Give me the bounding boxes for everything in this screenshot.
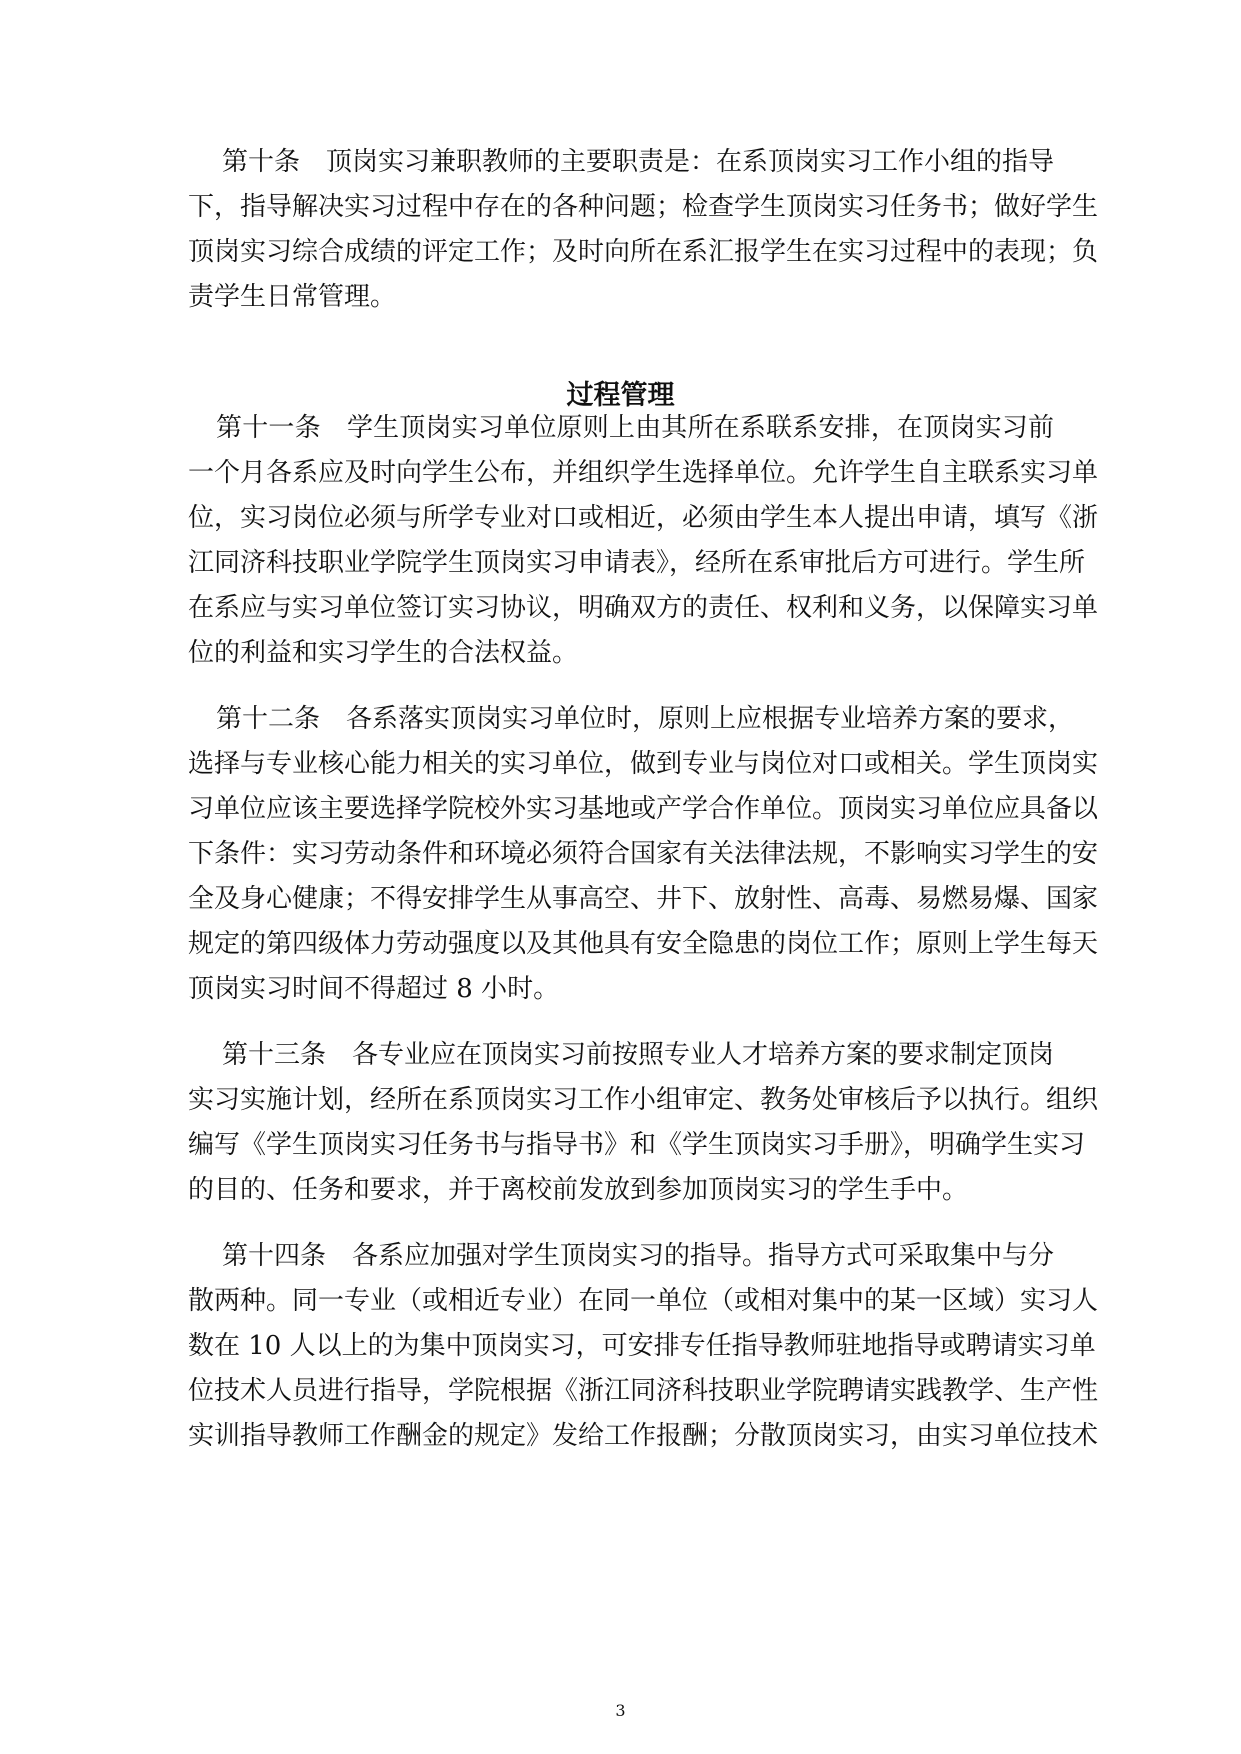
paragraph-line: 选择与专业核心能力相关的实习单位，做到专业与岗位对口或相关。学生顶岗实 (188, 749, 1099, 779)
paragraph-line: 的目的、任务和要求，并于离校前发放到参加顶岗实习的学生手中。 (188, 1175, 969, 1205)
paragraph-line: 数在 10 人以上的为集中顶岗实习，可安排专任指导教师驻地指导或聘请实习单 (188, 1331, 1096, 1361)
paragraph-line: 位的利益和实习学生的合法权益。 (188, 638, 579, 668)
paragraph-line: 散两种。同一专业（或相近专业）在同一单位（或相对集中的某一区域）实习人 (188, 1286, 1099, 1316)
paragraph-line: 位技术人员进行指导，学院根据《浙江同济科技职业学院聘请实践教学、生产性 (188, 1376, 1099, 1406)
paragraph-line: 一个月各系应及时向学生公布，并组织学生选择单位。允许学生自主联系实习单 (188, 458, 1099, 488)
page-number: 3 (615, 1701, 626, 1720)
paragraph-line: 顶岗实习综合成绩的评定工作；及时向所在系汇报学生在实习过程中的表现；负 (188, 237, 1099, 267)
paragraph-line: 第十条 顶岗实习兼职教师的主要职责是：在系顶岗实习工作小组的指导 (222, 147, 1055, 177)
paragraph-line: 实习实施计划，经所在系顶岗实习工作小组审定、教务处审核后予以执行。组织 (188, 1085, 1099, 1115)
paragraph-line: 第十二条 各系落实顶岗实习单位时，原则上应根据专业培养方案的要求， (216, 704, 1075, 734)
paragraph-line: 编写《学生顶岗实习任务书与指导书》和《学生顶岗实习手册》，明确学生实习 (188, 1130, 1086, 1160)
section-heading: 过程管理 (566, 380, 675, 411)
paragraph-line: 第十一条 学生顶岗实习单位原则上由其所在系联系安排，在顶岗实习前 (216, 413, 1054, 443)
paragraph-line: 下，指导解决实习过程中存在的各种问题；检查学生顶岗实习任务书；做好学生 (188, 192, 1099, 222)
paragraph-line: 顶岗实习时间不得超过 8 小时。 (188, 974, 560, 1004)
paragraph-line: 责学生日常管理。 (188, 282, 397, 312)
paragraph-line: 实训指导教师工作酬金的规定》发给工作报酬；分散顶岗实习，由实习单位技术 (188, 1421, 1099, 1451)
paragraph-line: 在系应与实习单位签订实习协议，明确双方的责任、权利和义务，以保障实习单 (188, 593, 1099, 623)
paragraph-line: 全及身心健康；不得安排学生从事高空、井下、放射性、高毒、易燃易爆、国家 (188, 884, 1099, 914)
paragraph-line: 江同济科技职业学院学生顶岗实习申请表》，经所在系审批后方可进行。学生所 (188, 548, 1086, 578)
paragraph-line: 下条件：实习劳动条件和环境必须符合国家有关法律法规，不影响实习学生的安 (188, 839, 1099, 869)
paragraph-line: 第十四条 各系应加强对学生顶岗实习的指导。指导方式可采取集中与分 (222, 1241, 1055, 1271)
paragraph-line: 习单位应该主要选择学院校外实习基地或产学合作单位。顶岗实习单位应具备以 (188, 794, 1099, 824)
paragraph-line: 第十三条 各专业应在顶岗实习前按照专业人才培养方案的要求制定顶岗 (222, 1040, 1055, 1070)
paragraph-line: 位，实习岗位必须与所学专业对口或相近，必须由学生本人提出申请，填写《浙 (188, 503, 1099, 533)
paragraph-line: 规定的第四级体力劳动强度以及其他具有安全隐患的岗位工作；原则上学生每天 (188, 929, 1099, 959)
